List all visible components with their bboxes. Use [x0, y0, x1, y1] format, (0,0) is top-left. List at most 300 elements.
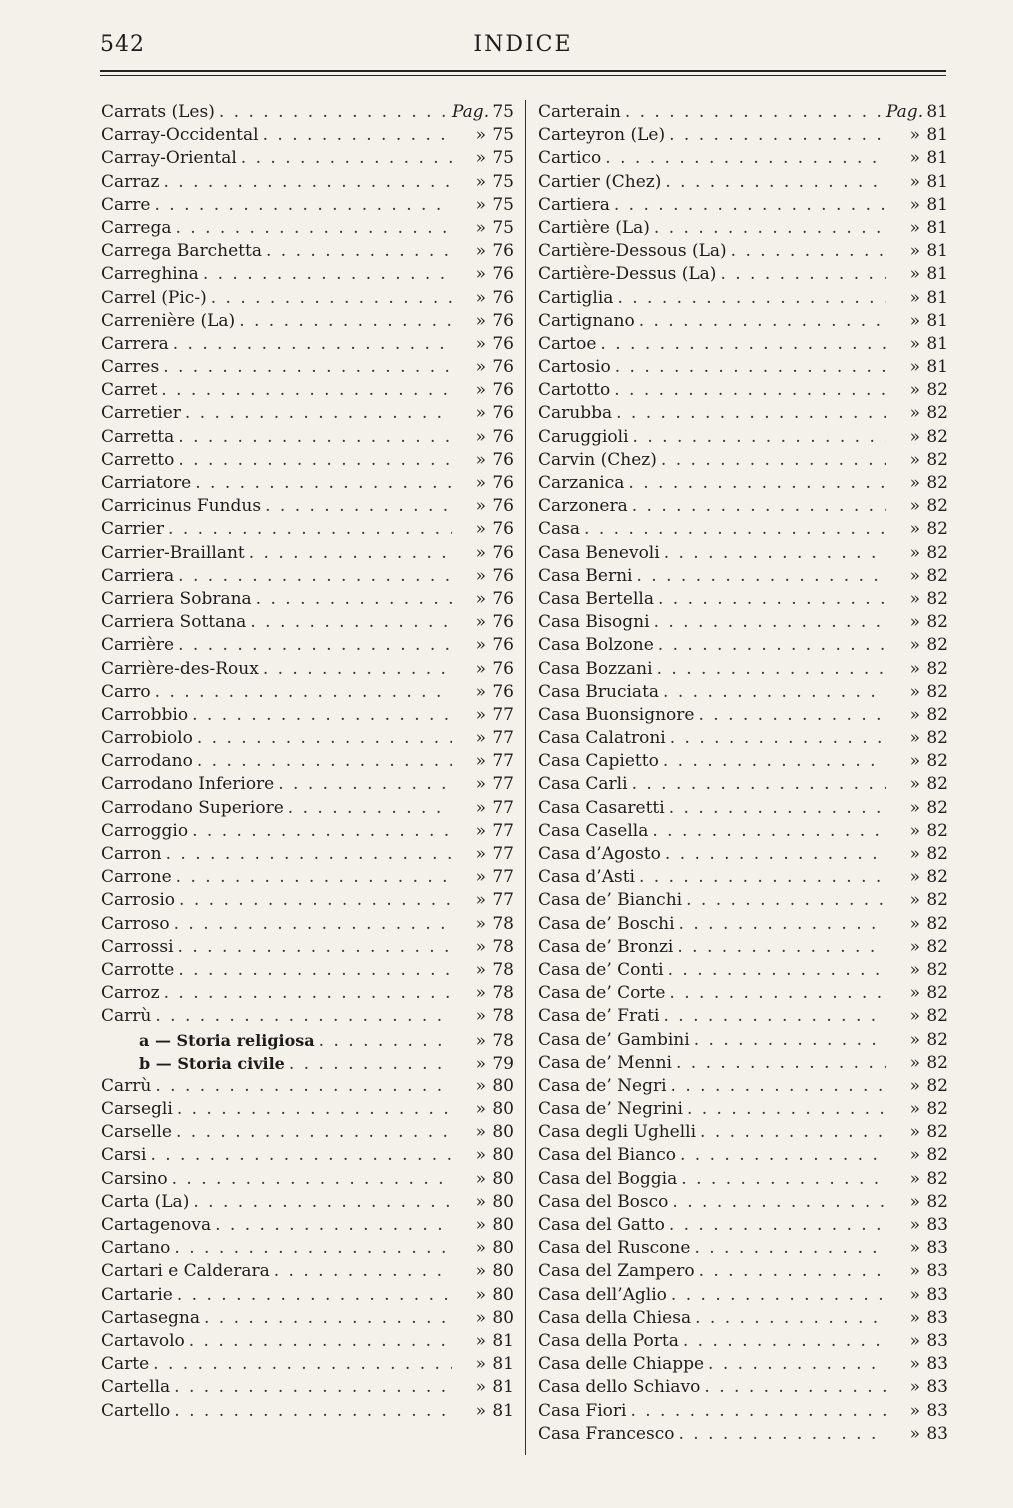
page-mark: »: [909, 148, 920, 169]
index-entry: [101, 1284, 514, 1307]
entry-name: Carselle: [101, 1122, 172, 1143]
page-mark: »: [475, 1006, 486, 1027]
entry-page-number: 76: [492, 519, 514, 540]
entry-page-number: 76: [492, 542, 514, 563]
entry-page-number: 80: [492, 1122, 514, 1143]
dot-leader: [278, 773, 452, 796]
page-mark: »: [475, 704, 486, 725]
page-mark: »: [475, 844, 486, 864]
dot-leader: [177, 1284, 452, 1307]
entry-page-number: 82: [926, 1006, 948, 1027]
page-mark: »: [909, 820, 920, 841]
entry-name: Carron: [101, 844, 162, 864]
page-mark: »: [909, 1238, 920, 1259]
index-subentry: [101, 1029, 514, 1052]
index-entry: [101, 704, 514, 727]
page-mark: »: [475, 959, 486, 980]
entry-page-number: 81: [926, 125, 948, 146]
entry-name: Casa de’ Negrini: [538, 1099, 683, 1120]
page-mark: »: [909, 333, 920, 354]
index-entry: [101, 773, 514, 796]
index-entry: [538, 240, 948, 263]
entry-page-number: 76: [492, 357, 514, 378]
dot-leader: [632, 495, 886, 518]
index-entry: [101, 1376, 514, 1399]
page-mark: »: [909, 1400, 920, 1421]
page-mark: »: [475, 449, 486, 470]
entry-name: Carteyron (Le): [538, 125, 666, 146]
index-entry: [101, 171, 514, 194]
entry-page-number: 82: [926, 1075, 948, 1096]
page-mark: »: [909, 728, 920, 749]
column-divider: [525, 100, 526, 1455]
dot-leader: [174, 1400, 452, 1423]
page-mark: »: [909, 704, 920, 725]
index-entry: [101, 634, 514, 657]
entry-page-number: 79: [492, 1053, 514, 1074]
index-entry: [538, 727, 948, 750]
page-mark: »: [909, 1191, 920, 1212]
entry-name: Carrenière (La): [101, 310, 236, 331]
dot-leader: [189, 1330, 452, 1353]
dot-leader: [616, 402, 886, 425]
page-mark: »: [909, 473, 920, 493]
entry-page-number: 82: [926, 820, 948, 841]
index-entry: [538, 310, 948, 333]
entry-name: Carterain: [538, 102, 621, 122]
page-mark: »: [909, 1307, 920, 1328]
index-entry: [101, 101, 514, 124]
entry-page-number: 83: [926, 1307, 948, 1328]
page-mark: »: [475, 357, 486, 378]
index-entry: [538, 1423, 948, 1446]
entry-name: Carrega Barchetta: [101, 241, 262, 262]
dot-leader: [639, 310, 886, 333]
page-mark: »: [475, 194, 486, 215]
entry-name: Casa della Porta: [538, 1330, 679, 1351]
entry-name: Casa Benevoli: [538, 542, 660, 563]
dot-leader: [319, 1030, 452, 1052]
entry-name: Casa Carli: [538, 774, 628, 795]
page-mark: »: [909, 1052, 920, 1073]
entry-name: Casa del Zampero: [538, 1261, 695, 1282]
dot-leader: [720, 263, 886, 286]
dot-leader: [176, 866, 452, 889]
entry-page-number: 77: [492, 728, 514, 749]
dot-leader: [600, 333, 886, 356]
index-entry: [538, 843, 948, 866]
index-entry: [538, 1214, 948, 1237]
index-entry: [101, 426, 514, 449]
index-entry: [101, 333, 514, 356]
page-mark: »: [475, 125, 486, 146]
entry-name: Carrera: [101, 333, 169, 354]
entry-page-number: 82: [926, 1122, 948, 1143]
entry-name: Carsino: [101, 1168, 168, 1189]
index-entry: [538, 495, 948, 518]
page-mark: »: [909, 1330, 920, 1351]
page-mark: »: [475, 426, 486, 447]
page-mark: »: [909, 1215, 920, 1235]
entry-name: Carsegli: [101, 1099, 173, 1120]
index-entry: [101, 1075, 514, 1098]
page-mark: »: [475, 148, 486, 169]
index-entry: [538, 426, 948, 449]
dot-leader: [698, 704, 886, 727]
entry-page-number: 76: [492, 473, 514, 493]
dot-leader: [663, 750, 886, 773]
entry-page-number: 80: [492, 1284, 514, 1305]
index-entry: [538, 1353, 948, 1376]
page-mark: »: [475, 1145, 486, 1166]
entry-name: Carrosio: [101, 890, 176, 911]
entry-name: Carrobbio: [101, 704, 189, 725]
dot-leader: [178, 449, 452, 472]
page-mark: »: [475, 913, 486, 934]
page-mark: »: [909, 1284, 920, 1305]
dot-leader: [163, 356, 452, 379]
entry-name: Cartarie: [101, 1284, 173, 1305]
dot-leader: [197, 750, 452, 773]
entry-name: Carsi: [101, 1145, 147, 1166]
index-entry: [538, 379, 948, 402]
entry-name: Cartagenova: [101, 1215, 212, 1235]
page-mark: »: [909, 1122, 920, 1143]
entry-page-number: 80: [492, 1145, 514, 1166]
entry-name: Carretta: [101, 426, 175, 447]
page-mark: »: [475, 473, 486, 493]
page-mark: »: [909, 1006, 920, 1027]
page-mark: »: [475, 519, 486, 540]
dot-leader: [676, 1052, 886, 1075]
entry-page-number: 76: [492, 565, 514, 586]
page-mark: »: [909, 774, 920, 795]
page-mark: »: [475, 867, 486, 888]
dot-leader: [263, 124, 452, 147]
entry-name: Carroso: [101, 913, 170, 934]
entry-name: Casa Bolzone: [538, 635, 654, 656]
index-entry: [101, 356, 514, 379]
dot-leader: [687, 1098, 886, 1121]
entry-page-number: 77: [492, 751, 514, 772]
entry-page-number: 76: [492, 310, 514, 331]
page-mark: »: [475, 1099, 486, 1120]
entry-name: Carte: [101, 1354, 150, 1375]
dot-leader: [671, 1075, 886, 1098]
entry-page-number: 78: [492, 913, 514, 934]
dot-leader: [665, 843, 886, 866]
index-entry: [101, 194, 514, 217]
dot-leader: [679, 913, 886, 936]
page-mark: »: [475, 1354, 486, 1375]
entry-name: Carrossi: [101, 936, 174, 957]
entry-name: Carrù: [101, 1006, 152, 1027]
entry-name: Carzonera: [538, 496, 628, 517]
entry-name: Casa d’Asti: [538, 867, 635, 888]
entry-name: Carretto: [101, 449, 175, 470]
entry-page-number: 83: [926, 1423, 948, 1444]
entry-name: Carriera Sottana: [101, 612, 247, 633]
index-entry: [101, 518, 514, 541]
entry-name: Carrats (Les): [101, 102, 215, 122]
dot-leader: [185, 402, 452, 425]
entry-name: Cartico: [538, 148, 602, 169]
entry-name: Casa d’Agosto: [538, 844, 661, 864]
entry-name: Casa Casaretti: [538, 797, 665, 818]
entry-page-number: 75: [492, 194, 514, 215]
entry-page-number: 82: [926, 1099, 948, 1120]
page-mark: »: [909, 264, 920, 285]
index-entry: [538, 750, 948, 773]
entry-page-number: 83: [926, 1400, 948, 1421]
dot-leader: [657, 658, 886, 681]
index-entry: [101, 565, 514, 588]
dot-leader: [614, 379, 886, 402]
index-entry: [101, 843, 514, 866]
entry-name: Casa Fiori: [538, 1400, 627, 1421]
entry-name: Casa degli Ughelli: [538, 1122, 697, 1143]
index-entry: [538, 1307, 948, 1330]
index-entry: [101, 797, 514, 820]
index-entry: [538, 1237, 948, 1260]
index-entry: [538, 889, 948, 912]
page-mark: »: [909, 612, 920, 633]
dot-leader: [178, 565, 452, 588]
entry-name: Carriera Sobrana: [101, 588, 252, 609]
index-entry: [538, 333, 948, 356]
dot-leader: [203, 263, 452, 286]
page-mark: »: [475, 565, 486, 586]
dot-leader: [155, 1075, 452, 1098]
index-entry: [538, 1005, 948, 1028]
page-mark: »: [475, 264, 486, 285]
page-mark: »: [909, 496, 920, 517]
page-mark: »: [909, 519, 920, 540]
entry-page-number: 81: [492, 1354, 514, 1375]
entry-name: Carricinus Fundus: [101, 496, 262, 517]
entry-name: Casa della Chiesa: [538, 1307, 692, 1328]
dot-leader: [699, 1260, 886, 1283]
entry-name: Carrière: [101, 635, 175, 656]
index-entry: [101, 959, 514, 982]
entry-name: Carzanica: [538, 473, 625, 493]
entry-name: Casa Francesco: [538, 1423, 675, 1444]
page-mark: »: [475, 774, 486, 795]
entry-name: a — Storia religiosa: [139, 1030, 315, 1050]
entry-page-number: 76: [492, 403, 514, 424]
page-mark: »: [475, 936, 486, 957]
dot-leader: [677, 936, 886, 959]
page-header: [100, 32, 946, 66]
page-mark: »: [909, 241, 920, 262]
page-mark: »: [475, 1330, 486, 1351]
entry-name: Carroggio: [101, 820, 189, 841]
entry-name: Casa del Bianco: [538, 1145, 676, 1166]
entry-name: Casa de’ Corte: [538, 983, 666, 1004]
index-entry: [538, 124, 948, 147]
page-number: 542: [100, 32, 145, 57]
index-entry: [538, 936, 948, 959]
entry-page-number: 82: [926, 1168, 948, 1189]
index-column-left: [101, 101, 514, 1423]
dot-leader: [241, 147, 452, 170]
page-mark: »: [475, 797, 486, 818]
entry-name: Casa: [538, 519, 581, 540]
entry-name: Carray-Occidental: [101, 125, 259, 146]
page-mark: »: [475, 333, 486, 354]
index-entry: [538, 611, 948, 634]
entry-page-number: 80: [492, 1191, 514, 1212]
entry-name: Caruggioli: [538, 426, 629, 447]
entry-page-number: 82: [926, 844, 948, 864]
entry-name: Cartotto: [538, 380, 611, 401]
index-entry: [101, 542, 514, 565]
entry-page-number: 82: [926, 983, 948, 1004]
entry-name: Casa Berni: [538, 565, 633, 586]
dot-leader: [665, 171, 886, 194]
entry-page-number: 82: [926, 403, 948, 424]
index-entry: [101, 449, 514, 472]
entry-name: Carvin (Chez): [538, 449, 657, 470]
entry-name: Carrù: [101, 1075, 152, 1096]
entry-page-number: 76: [492, 612, 514, 633]
page-mark: »: [909, 357, 920, 378]
entry-name: Casa de’ Negri: [538, 1075, 667, 1096]
entry-page-number: 78: [492, 1030, 514, 1051]
index-entry: [101, 1144, 514, 1167]
dot-leader: [175, 217, 452, 240]
entry-name: Carroz: [101, 983, 160, 1004]
index-entry: [538, 287, 948, 310]
dot-leader: [161, 379, 452, 402]
index-entry: [538, 518, 948, 541]
entry-name: Carubba: [538, 403, 613, 424]
index-entry: [101, 1191, 514, 1214]
entry-page-number: 82: [926, 1052, 948, 1073]
index-entry: [101, 1260, 514, 1283]
dot-leader: [164, 171, 453, 194]
index-entry: [101, 750, 514, 773]
index-entry: [101, 820, 514, 843]
entry-name: Carrobiolo: [101, 728, 193, 749]
index-column-right: [538, 101, 948, 1446]
dot-leader: [669, 1214, 886, 1237]
entry-page-number: 81: [492, 1400, 514, 1421]
page-mark: Pag.: [886, 102, 924, 122]
dot-leader: [192, 704, 452, 727]
page-mark: »: [909, 1075, 920, 1096]
page-mark: »: [475, 1400, 486, 1421]
dot-leader: [215, 1214, 452, 1237]
running-title: INDICE: [473, 32, 573, 57]
entry-page-number: 82: [926, 890, 948, 911]
page-mark: »: [909, 983, 920, 1004]
dot-leader: [639, 866, 886, 889]
index-entry: [101, 727, 514, 750]
dot-leader: [168, 518, 452, 541]
dot-leader: [250, 611, 452, 634]
index-entry: [101, 402, 514, 425]
entry-name: Casa delle Chiappe: [538, 1354, 705, 1375]
header-rule: [100, 70, 946, 72]
index-entry: [538, 773, 948, 796]
entry-page-number: 76: [492, 658, 514, 679]
index-entry: [538, 1098, 948, 1121]
entry-name: Casa de’ Bronzi: [538, 936, 674, 957]
entry-name: Casa del Gatto: [538, 1215, 665, 1235]
dot-leader: [605, 147, 886, 170]
page-mark: »: [909, 1261, 920, 1282]
dot-leader: [664, 542, 886, 565]
dot-leader: [173, 333, 452, 356]
index-entry: [101, 1307, 514, 1330]
page-mark: »: [475, 1377, 486, 1398]
page-mark: »: [909, 194, 920, 215]
page-mark: »: [909, 542, 920, 563]
entry-page-number: 80: [492, 1261, 514, 1282]
page-mark: »: [475, 681, 486, 702]
page-mark: »: [909, 287, 920, 308]
dot-leader: [625, 101, 882, 124]
index-entry: [101, 936, 514, 959]
dot-leader: [663, 681, 886, 704]
entry-name: Carriera: [101, 565, 175, 586]
dot-leader: [678, 1423, 886, 1446]
dot-leader: [154, 194, 452, 217]
index-entry: [101, 495, 514, 518]
page-mark: »: [475, 635, 486, 656]
dot-leader: [661, 449, 886, 472]
entry-name: Cartella: [101, 1377, 171, 1398]
dot-leader: [192, 820, 452, 843]
page-mark: »: [475, 820, 486, 841]
entry-page-number: 82: [926, 519, 948, 540]
entry-name: Cartignano: [538, 310, 635, 331]
dot-leader: [614, 194, 886, 217]
entry-page-number: 82: [926, 728, 948, 749]
index-entry: [538, 1376, 948, 1399]
index-entry: [101, 310, 514, 333]
index-entry: [538, 1052, 948, 1075]
entry-name: Casa Bruciata: [538, 681, 660, 702]
page-mark: »: [909, 844, 920, 864]
dot-leader: [155, 1005, 452, 1028]
entry-page-number: 80: [492, 1215, 514, 1235]
index-entry: [101, 889, 514, 912]
entry-name: Carrega: [101, 217, 172, 238]
index-entry: [538, 194, 948, 217]
entry-name: Casa de’ Gambini: [538, 1029, 690, 1050]
entry-name: Cartosio: [538, 357, 611, 378]
dot-leader: [630, 1400, 886, 1423]
entry-page-number: 77: [492, 797, 514, 818]
page-mark: »: [475, 1168, 486, 1189]
index-entry: [538, 1144, 948, 1167]
entry-page-number: 77: [492, 704, 514, 725]
dot-leader: [708, 1353, 886, 1376]
dot-leader: [668, 959, 886, 982]
index-entry: [101, 1098, 514, 1121]
index-entry: [538, 147, 948, 170]
dot-leader: [704, 1376, 886, 1399]
entry-page-number: 75: [492, 217, 514, 238]
entry-page-number: 82: [926, 588, 948, 609]
dot-leader: [153, 1353, 452, 1376]
page-mark: »: [475, 1307, 486, 1328]
index-entry: [538, 1168, 948, 1191]
page-mark: »: [475, 588, 486, 609]
dot-leader: [274, 1260, 452, 1283]
